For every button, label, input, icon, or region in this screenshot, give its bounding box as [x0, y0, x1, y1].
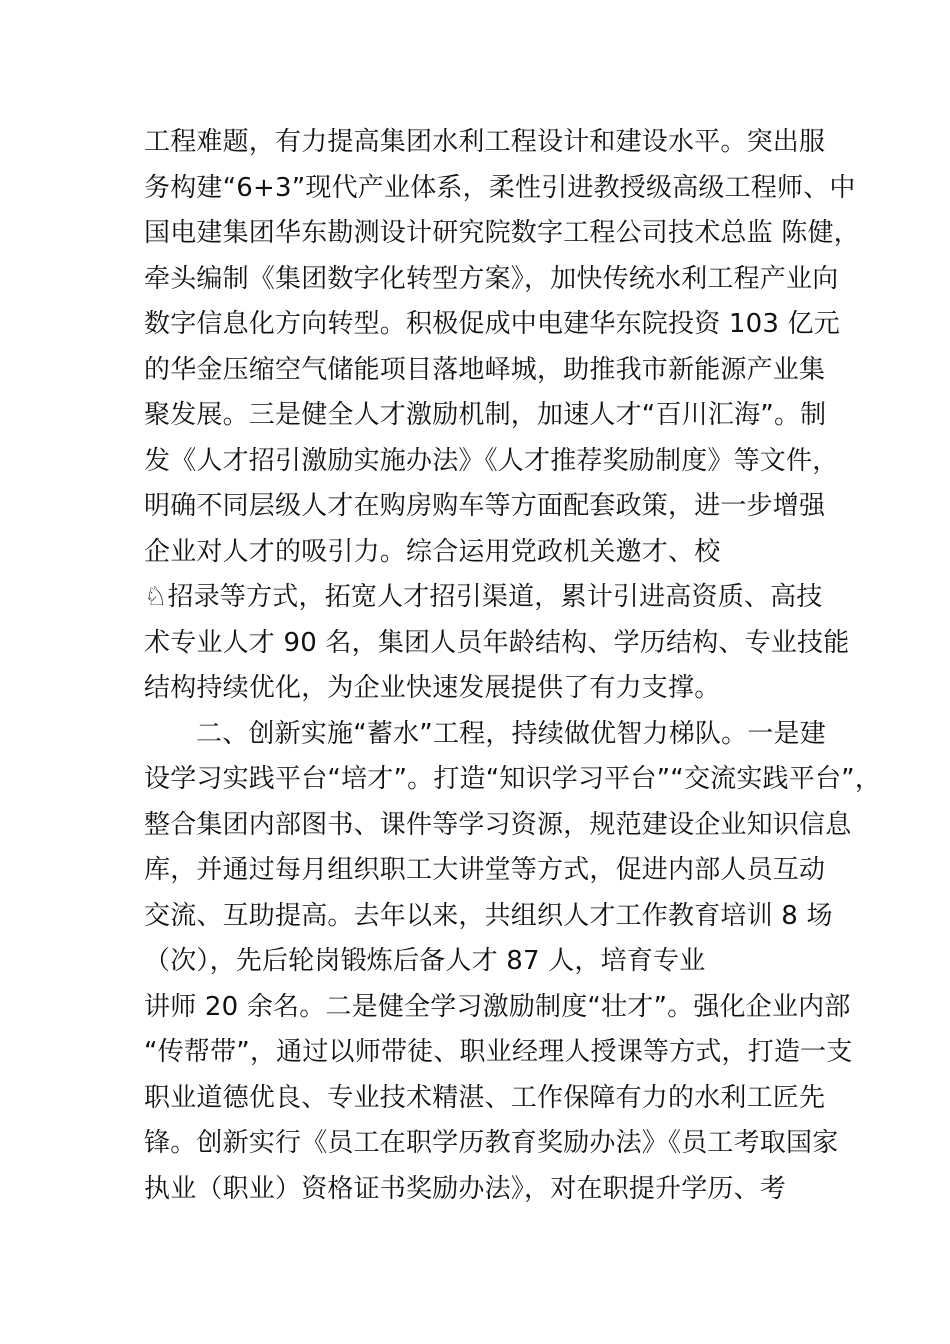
text-line: 库，并通过每月组织职工大讲堂等方式，促进内部人员互动 [144, 855, 826, 885]
text-line: 牵头编制《集团数字化转型方案》，加快传统水利工程产业向 [144, 263, 839, 294]
text-line: 务构建“6+3”现代产业体系，柔性引进教授级高级工程师、中 [144, 172, 856, 203]
text-line: 讲师 20 余名。二是健全学习激励制度“壮才”。强化企业内部 [144, 991, 851, 1022]
text-line: 整合集团内部图书、课件等学习资源，规范建设企业知识信息 [144, 809, 852, 840]
text-line: 工程难题，有力提高集团水利工程设计和建设水平。突出服 [144, 127, 826, 157]
text-line: 执业（职业）资格证书奖励办法》，对在职提升学历、考 [144, 1173, 787, 1204]
text-line: 国电建集团华东勘测设计研究院数字工程公司技术总监 陈健， [144, 218, 860, 248]
text-line: 设学习实践平台“培才”。打造“知识学习平台”“交流实践平台”， [144, 764, 882, 794]
text-line: 企业对人才的吸引力。综合运用党政机关邀才、校 [144, 536, 721, 567]
text-line: 结构持续优化，为企业快速发展提供了有力支撑。 [144, 673, 721, 703]
text-line: 的华金压缩空气储能项目落地峄城，助推我市新能源产业集 [144, 354, 826, 385]
text-line: 术专业人才 90 名，集团人员年龄结构、学历结构、专业技能 [144, 627, 850, 658]
paragraph-heading-line: 二、创新实施“蓄水”工程，持续做优智力梯队。一是建 [196, 718, 826, 749]
document-body [144, 120, 882, 1212]
text-line: 锋。创新实行《员工在职学历教育奖励办法》《员工考取国家 [144, 1128, 839, 1158]
text-line: 聚发展。三是健全人才激励机制，加速人才“百川汇海”。制 [144, 400, 827, 430]
text-line: 发《人才招引激励实施办法》《人才推荐奖励制度》等文件， [144, 445, 839, 476]
text-line: 数字信息化方向转型。积极促成中电建华东院投资 103 亿元 [144, 309, 840, 339]
text-line: 职业道德优良、专业技术精湛、工作保障有力的水利工匠先 [144, 1082, 826, 1113]
text-line: （次），先后轮岗锻炼后备人才 87 人，培育专业 [144, 946, 706, 976]
text-line: ♘招录等方式，拓宽人才招引渠道，累计引进高资质、高技 [144, 582, 823, 612]
text-line: 交流、互助提高。去年以来，共组织人才工作教育培训 8 场 [144, 900, 833, 931]
text-line: 明确不同层级人才在购房购车等方面配套政策，进一步增强 [144, 491, 826, 521]
text-line: “传帮带”，通过以师带徒、职业经理人授课等方式，打造一支 [144, 1037, 853, 1067]
